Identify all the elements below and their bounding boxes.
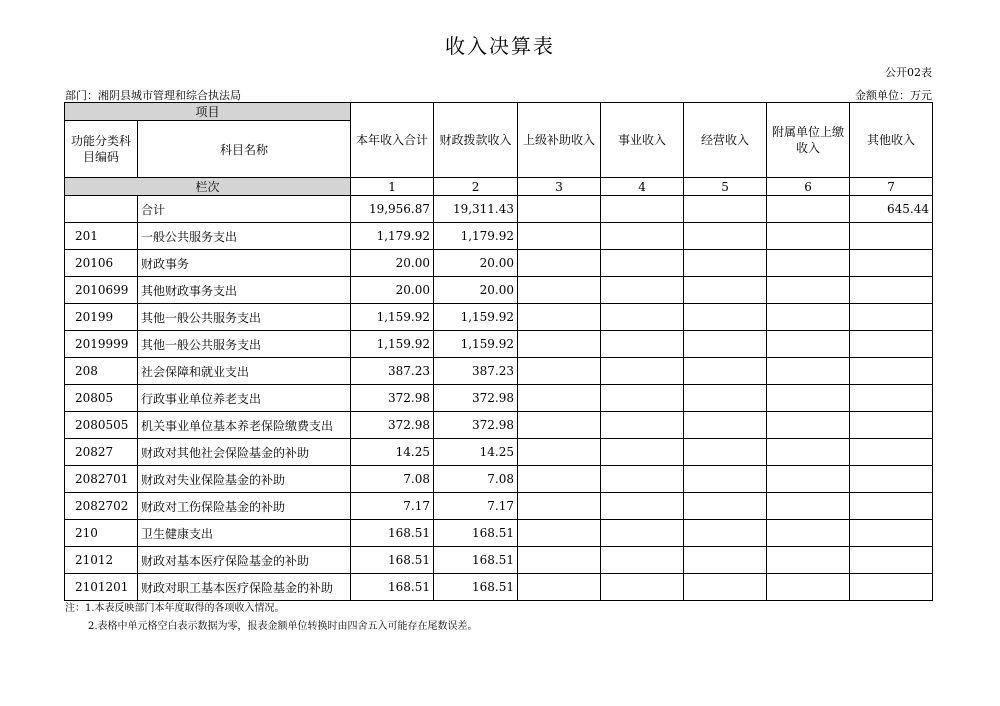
superior-cell: [518, 304, 601, 331]
fiscal-cell: 168.51: [434, 520, 518, 547]
name-cell: 其他财政事务支出: [138, 277, 351, 304]
fiscal-cell: 372.98: [434, 412, 518, 439]
total-cell: 7.17: [351, 493, 434, 520]
header-superior: 上级补助收入: [518, 103, 601, 178]
fiscal-cell: 387.23: [434, 358, 518, 385]
operating-cell: [684, 196, 767, 223]
superior-cell: [518, 439, 601, 466]
other-cell: [850, 331, 933, 358]
total-cell: 20.00: [351, 250, 434, 277]
table-row: [65, 574, 933, 601]
fiscal-cell: 168.51: [434, 547, 518, 574]
other-cell: [850, 547, 933, 574]
affiliated-cell: [767, 574, 850, 601]
superior-cell: [518, 412, 601, 439]
code-cell: 20106: [65, 250, 138, 277]
header-row-label: 栏次: [65, 178, 351, 196]
col-num: 3: [518, 178, 601, 196]
table-row: [65, 547, 933, 574]
total-cell: 20.00: [351, 277, 434, 304]
name-cell: 财政对失业保险基金的补助: [138, 466, 351, 493]
table-row: [65, 412, 933, 439]
affiliated-cell: [767, 439, 850, 466]
income-table: [64, 102, 933, 601]
business-cell: [601, 574, 684, 601]
code-cell: 208: [65, 358, 138, 385]
note-2: 2.表格中单元格空白表示数据为零，报表金额单位转换时由四舍五入可能存在尾数误差。: [88, 621, 478, 632]
business-cell: [601, 196, 684, 223]
affiliated-cell: [767, 358, 850, 385]
other-cell: [850, 304, 933, 331]
affiliated-cell: [767, 196, 850, 223]
col-num: 5: [684, 178, 767, 196]
header-business: 事业收入: [601, 103, 684, 178]
name-cell: 合计: [138, 196, 351, 223]
operating-cell: [684, 385, 767, 412]
superior-cell: [518, 331, 601, 358]
affiliated-cell: [767, 331, 850, 358]
affiliated-cell: [767, 250, 850, 277]
business-cell: [601, 223, 684, 250]
name-cell: 财政对基本医疗保险基金的补助: [138, 547, 351, 574]
footnotes: [65, 600, 478, 636]
table-row: [65, 277, 933, 304]
code-cell: 2080505: [65, 412, 138, 439]
fiscal-cell: 1,179.92: [434, 223, 518, 250]
total-cell: 7.08: [351, 466, 434, 493]
name-cell: 其他一般公共服务支出: [138, 304, 351, 331]
header-operating: 经营收入: [684, 103, 767, 178]
business-cell: [601, 547, 684, 574]
fiscal-cell: 1,159.92: [434, 304, 518, 331]
affiliated-cell: [767, 493, 850, 520]
superior-cell: [518, 385, 601, 412]
business-cell: [601, 250, 684, 277]
total-cell: 168.51: [351, 574, 434, 601]
name-cell: 其他一般公共服务支出: [138, 331, 351, 358]
total-cell: 1,179.92: [351, 223, 434, 250]
other-cell: [850, 250, 933, 277]
operating-cell: [684, 223, 767, 250]
fiscal-cell: 20.00: [434, 277, 518, 304]
table-row: [65, 520, 933, 547]
amount-unit-label: 金额单位：万元: [855, 89, 932, 102]
business-cell: [601, 304, 684, 331]
header-func-code: 功能分类科目编码: [65, 121, 138, 178]
code-cell: 2010699: [65, 277, 138, 304]
operating-cell: [684, 547, 767, 574]
fiscal-cell: 168.51: [434, 574, 518, 601]
fiscal-cell: 1,159.92: [434, 331, 518, 358]
col-num: 2: [434, 178, 518, 196]
affiliated-cell: [767, 412, 850, 439]
business-cell: [601, 439, 684, 466]
operating-cell: [684, 358, 767, 385]
business-cell: [601, 358, 684, 385]
col-num: 6: [767, 178, 850, 196]
name-cell: 卫生健康支出: [138, 520, 351, 547]
other-cell: [850, 574, 933, 601]
business-cell: [601, 466, 684, 493]
other-cell: [850, 223, 933, 250]
fiscal-cell: 372.98: [434, 385, 518, 412]
code-cell: 2101201: [65, 574, 138, 601]
other-cell: [850, 439, 933, 466]
header-total: 本年收入合计: [351, 103, 434, 178]
affiliated-cell: [767, 520, 850, 547]
name-cell: 财政对其他社会保险基金的补助: [138, 439, 351, 466]
superior-cell: [518, 547, 601, 574]
report-title: 收入决算表: [445, 34, 555, 58]
affiliated-cell: [767, 223, 850, 250]
affiliated-cell: [767, 466, 850, 493]
table-row: [65, 223, 933, 250]
business-cell: [601, 331, 684, 358]
other-cell: [850, 520, 933, 547]
total-cell: 372.98: [351, 412, 434, 439]
fiscal-cell: 19,311.43: [434, 196, 518, 223]
total-cell: 168.51: [351, 547, 434, 574]
superior-cell: [518, 466, 601, 493]
code-cell: 2082701: [65, 466, 138, 493]
name-cell: 机关事业单位基本养老保险缴费支出: [138, 412, 351, 439]
department-label: 部门：湘阴县城市管理和综合执法局: [65, 89, 241, 102]
table-row: [65, 358, 933, 385]
operating-cell: [684, 466, 767, 493]
fiscal-cell: 20.00: [434, 250, 518, 277]
fiscal-cell: 7.08: [434, 466, 518, 493]
business-cell: [601, 493, 684, 520]
fiscal-cell: 14.25: [434, 439, 518, 466]
fiscal-cell: 7.17: [434, 493, 518, 520]
other-cell: [850, 385, 933, 412]
superior-cell: [518, 520, 601, 547]
col-num: 7: [850, 178, 933, 196]
superior-cell: [518, 358, 601, 385]
name-cell: 行政事业单位养老支出: [138, 385, 351, 412]
total-cell: 14.25: [351, 439, 434, 466]
form-code: 公开02表: [885, 66, 932, 79]
other-cell: [850, 277, 933, 304]
other-cell: [850, 358, 933, 385]
code-cell: 2082702: [65, 493, 138, 520]
table-row: [65, 304, 933, 331]
header-fiscal: 财政拨款收入: [434, 103, 518, 178]
affiliated-cell: [767, 304, 850, 331]
table-row: [65, 196, 933, 223]
operating-cell: [684, 439, 767, 466]
total-cell: 1,159.92: [351, 304, 434, 331]
table-row: [65, 331, 933, 358]
col-num: 1: [351, 178, 434, 196]
other-cell: [850, 412, 933, 439]
other-cell: [850, 466, 933, 493]
note-1: 注：1.本表反映部门本年度取得的各项收入情况。: [65, 603, 285, 614]
name-cell: 财政对职工基本医疗保险基金的补助: [138, 574, 351, 601]
affiliated-cell: [767, 385, 850, 412]
business-cell: [601, 520, 684, 547]
operating-cell: [684, 493, 767, 520]
business-cell: [601, 385, 684, 412]
code-cell: 20199: [65, 304, 138, 331]
operating-cell: [684, 331, 767, 358]
total-cell: 372.98: [351, 385, 434, 412]
superior-cell: [518, 196, 601, 223]
header-item: 项目: [65, 103, 351, 121]
operating-cell: [684, 277, 767, 304]
total-cell: 1,159.92: [351, 331, 434, 358]
name-cell: 财政对工伤保险基金的补助: [138, 493, 351, 520]
operating-cell: [684, 520, 767, 547]
superior-cell: [518, 277, 601, 304]
header-subject-name: 科目名称: [138, 121, 351, 178]
total-cell: 387.23: [351, 358, 434, 385]
name-cell: 财政事务: [138, 250, 351, 277]
affiliated-cell: [767, 547, 850, 574]
table-row: [65, 493, 933, 520]
code-cell: 210: [65, 520, 138, 547]
code-cell: 21012: [65, 547, 138, 574]
other-cell: [850, 493, 933, 520]
superior-cell: [518, 223, 601, 250]
operating-cell: [684, 412, 767, 439]
code-cell: 201: [65, 223, 138, 250]
header-affiliated: 附属单位上缴收入: [767, 103, 850, 178]
col-num: 4: [601, 178, 684, 196]
total-cell: 168.51: [351, 520, 434, 547]
table-row: [65, 466, 933, 493]
table-row: [65, 385, 933, 412]
header-other: 其他收入: [850, 103, 933, 178]
code-cell: 2019999: [65, 331, 138, 358]
affiliated-cell: [767, 277, 850, 304]
operating-cell: [684, 304, 767, 331]
code-cell: 20805: [65, 385, 138, 412]
code-cell: 20827: [65, 439, 138, 466]
superior-cell: [518, 574, 601, 601]
business-cell: [601, 412, 684, 439]
business-cell: [601, 277, 684, 304]
superior-cell: [518, 250, 601, 277]
total-cell: 19,956.87: [351, 196, 434, 223]
name-cell: 社会保障和就业支出: [138, 358, 351, 385]
operating-cell: [684, 250, 767, 277]
other-cell: 645.44: [850, 196, 933, 223]
name-cell: 一般公共服务支出: [138, 223, 351, 250]
operating-cell: [684, 574, 767, 601]
table-row: [65, 250, 933, 277]
table-row: [65, 439, 933, 466]
code-cell: [65, 196, 138, 223]
superior-cell: [518, 493, 601, 520]
